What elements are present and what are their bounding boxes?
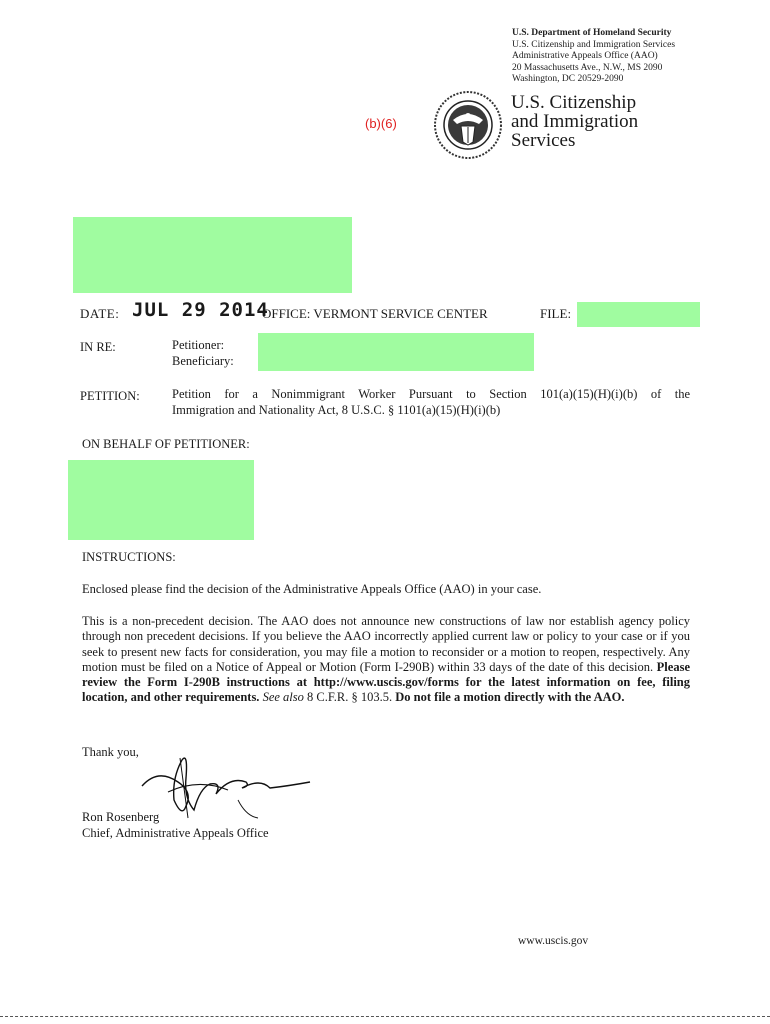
beneficiary-label: Beneficiary: — [172, 354, 234, 368]
agency-name-line: Services — [511, 130, 576, 151]
file-label: FILE: — [540, 306, 572, 321]
page-edge-line — [0, 1016, 770, 1017]
petition-text-line: Immigration and Nationality Act, 8 U.S.C. § 1101(a)(15)(H)(i)(b) — [172, 403, 501, 417]
office-line: Administrative Appeals Office (AAO) — [512, 51, 658, 61]
agency-address-block — [512, 28, 675, 86]
agency-name — [511, 93, 638, 150]
instructions-paragraph-2 — [82, 614, 690, 706]
signer-title: Chief, Administrative Appeals Office — [82, 826, 269, 840]
agency-name-line: and Immigration — [511, 111, 639, 132]
petitioner-label: Petitioner: — [172, 338, 225, 352]
petition-text-line: Petition for a Nonimmigrant Worker Pursuant to Section 101(a)(15)(H)(i)(b) of the — [172, 387, 690, 401]
agency-line: U.S. Citizenship and Immigration Services — [512, 39, 676, 50]
redaction-box-addressee — [73, 217, 352, 293]
department-name: U.S. Department of Homeland Security — [512, 28, 672, 38]
redaction-box-file — [577, 302, 700, 327]
redaction-code: (b)(6) — [365, 116, 397, 131]
date-label: DATE: — [80, 306, 120, 321]
instructions-heading: INSTRUCTIONS: — [82, 550, 176, 564]
signature-image — [138, 748, 318, 828]
form-instructions-notice: Please review the Form I-290B instructions at http://www.uscis.gov/forms for the latest information on fee, filing location, and other requirements. — [82, 659, 690, 705]
instructions-paragraph-1: Enclosed please find the decision of the Administrative Appeals Office (AAO) in your case. — [82, 582, 542, 596]
petition-label: PETITION: — [80, 389, 140, 403]
notice-text: This is a non-precedent decision. The AAO does not announce new constructions of law nor establish agency policy through non precedent decisions. If you believe the AAO incorrectly applied current law or policy to your case or if you seek to present new facts for consideration, you may file a motion to reconsider or a motion to reopen, respectively. Any motion must be filed on a Notice of Appeal or Motion (Form I-290B) within 33 days of the date of this decision. — [82, 614, 690, 674]
office-line: OFFICE: VERMONT SERVICE CENTER — [262, 306, 488, 321]
website-link[interactable]: www.uscis.gov — [518, 935, 589, 947]
on-behalf-heading: ON BEHALF OF PETITIONER: — [82, 437, 250, 451]
regulation-citation: 8 C.F.R. § 103.5. — [307, 690, 393, 705]
redaction-box-parties — [258, 333, 534, 371]
in-re-label: IN RE: — [80, 340, 116, 354]
agency-name-line: U.S. Citizenship — [511, 92, 637, 113]
closing-thanks: Thank you, — [82, 745, 139, 759]
redaction-box-representative — [68, 460, 254, 540]
signer-name: Ron Rosenberg — [82, 810, 160, 824]
do-not-file-notice: Do not file a motion directly with the AAO. — [395, 690, 625, 705]
see-also-text: See also — [262, 690, 304, 705]
street-address: 20 Massachusetts Ave., N.W., MS 2090 — [512, 62, 663, 73]
date-stamp: JUL 29 2014 — [132, 299, 269, 321]
dhs-seal-icon — [433, 90, 503, 160]
city-address: Washington, DC 20529-2090 — [512, 74, 624, 84]
